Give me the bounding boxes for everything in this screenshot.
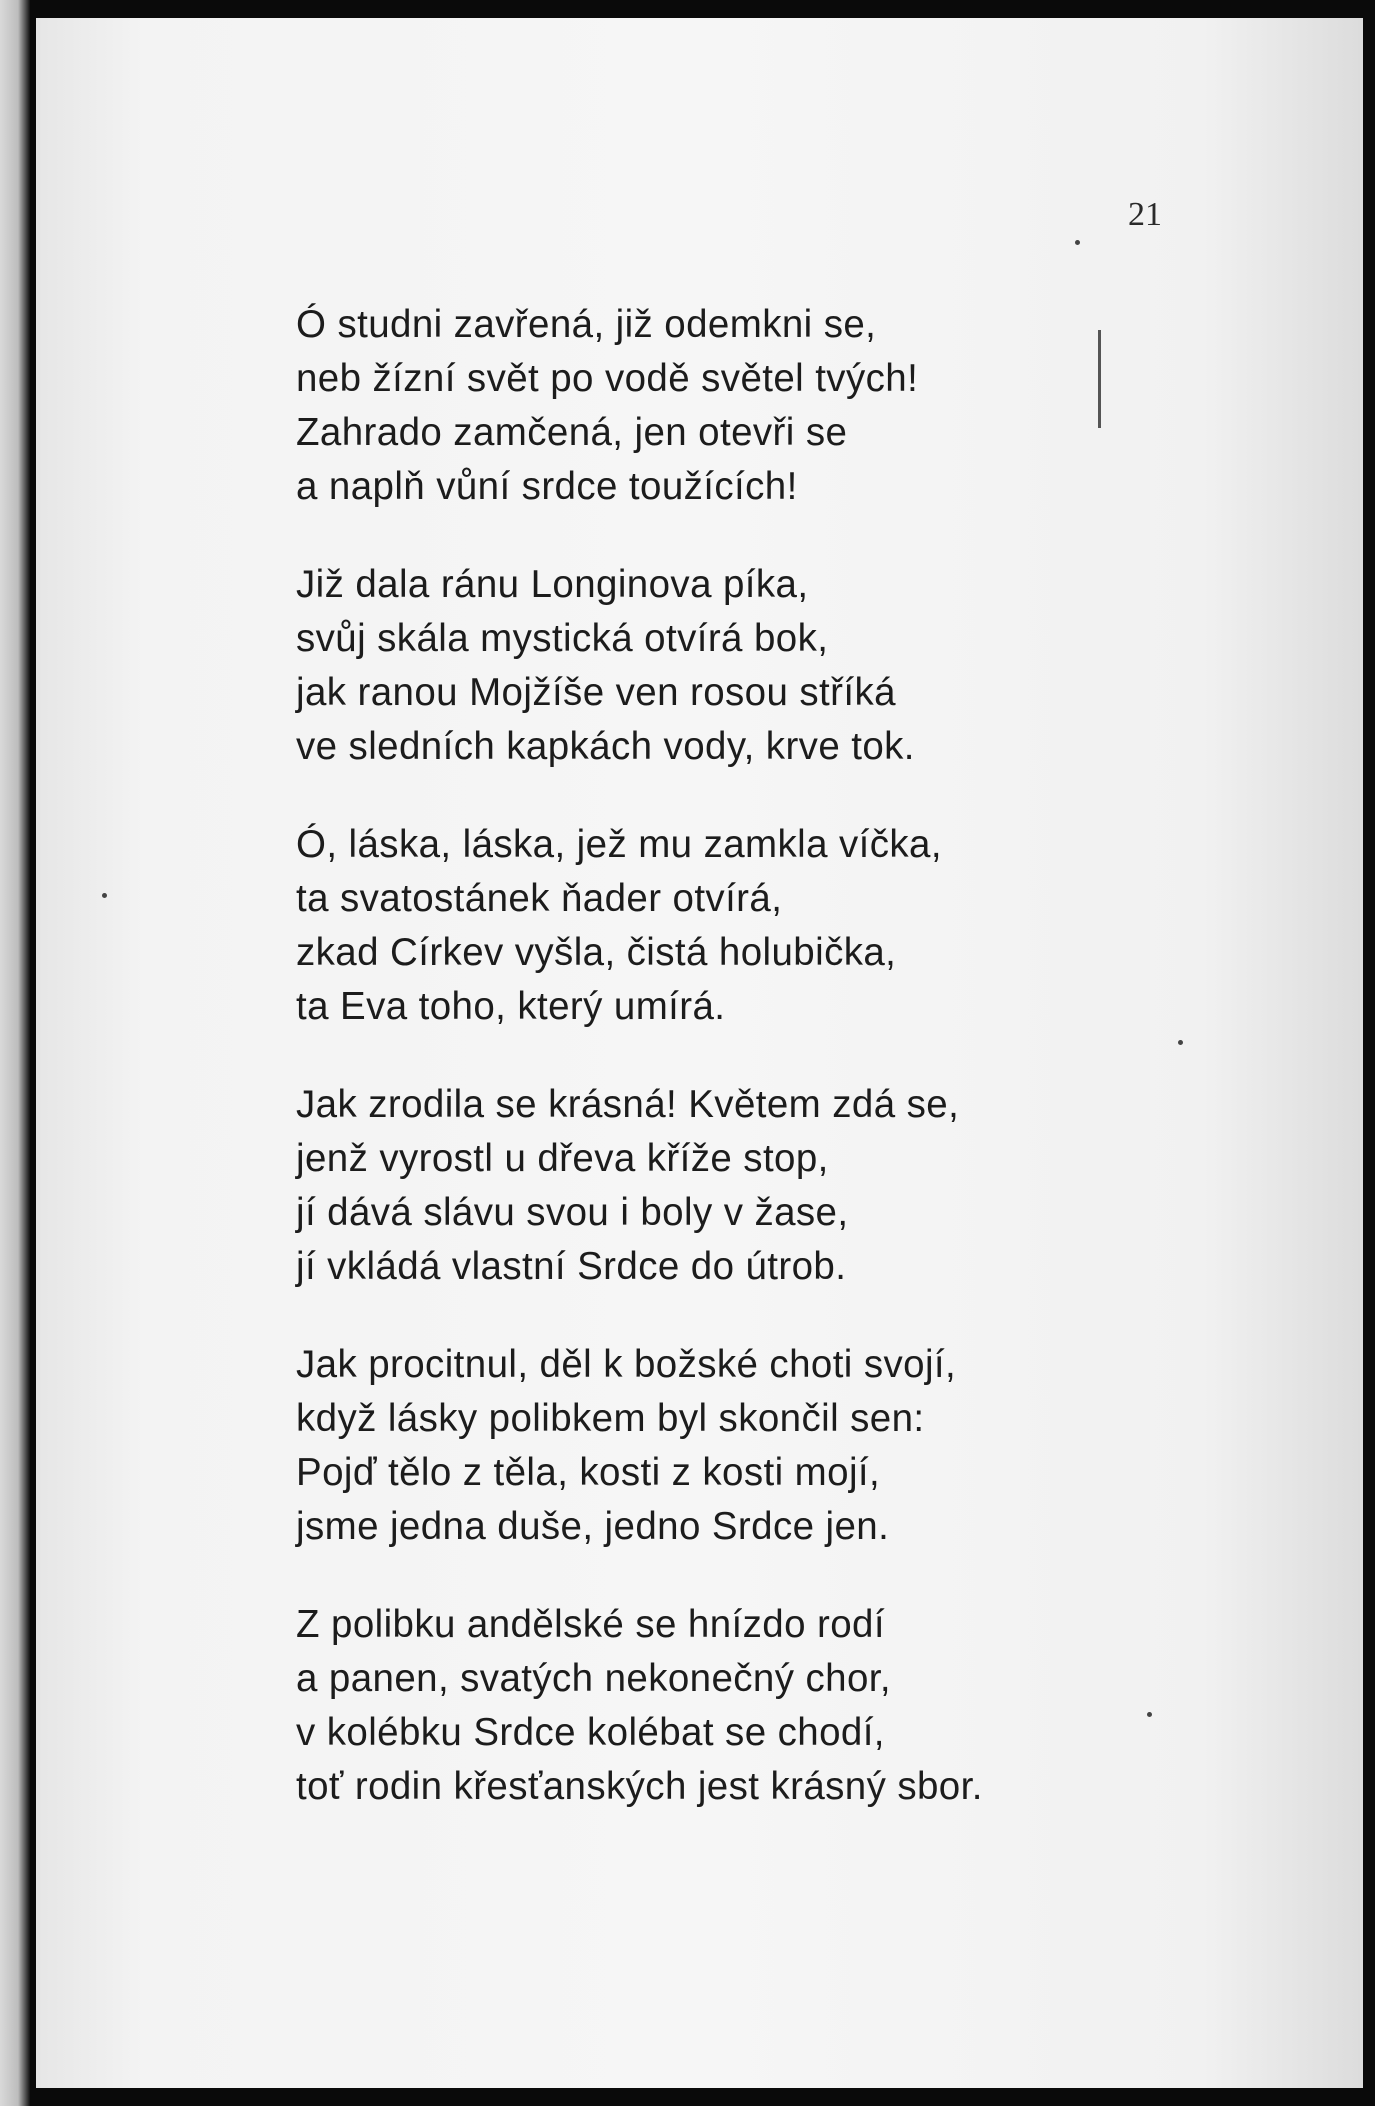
- verse-line: jí dává slávu svou i boly v žase,: [296, 1191, 849, 1234]
- verse-line: ta Eva toho, který umírá.: [296, 985, 726, 1028]
- verse-line: Zahrado zamčená, jen otevři se: [296, 411, 848, 454]
- verse-line: jak ranou Mojžíše ven rosou stříká: [296, 671, 896, 714]
- verse-line: Pojď tělo z těla, kosti z kosti mojí,: [296, 1451, 881, 1494]
- facing-page-edge: [0, 0, 30, 2106]
- stanza: [296, 298, 983, 514]
- verse-line: Jak procitnul, děl k božské choti svojí,: [296, 1343, 957, 1386]
- verse-line: Ó studni zavřená, již odemkni se,: [296, 303, 877, 346]
- stanza: [296, 1338, 983, 1554]
- verse-line: zkad Církev vyšla, čistá holubička,: [296, 931, 897, 974]
- scan-speck: [1178, 1040, 1183, 1045]
- stanza: [296, 1078, 983, 1294]
- verse-line: jsme jedna duše, jedno Srdce jen.: [296, 1505, 890, 1548]
- verse-line: a naplň vůní srdce toužících!: [296, 465, 798, 508]
- scan-speck: [102, 893, 107, 898]
- verse-line: neb žízní svět po vodě světel tvých!: [296, 357, 919, 400]
- verse-line: svůj skála mystická otvírá bok,: [296, 617, 829, 660]
- verse-line: v kolébku Srdce kolébat se chodí,: [296, 1711, 885, 1754]
- stanza: [296, 558, 983, 774]
- verse-line: jí vkládá vlastní Srdce do útrob.: [296, 1245, 847, 1288]
- verse-line: když lásky polibkem byl skončil sen:: [296, 1397, 925, 1440]
- verse-line: Již dala ránu Longinova píka,: [296, 563, 809, 606]
- scan-mark: [1098, 330, 1101, 428]
- verse-line: a panen, svatých nekonečný chor,: [296, 1657, 891, 1700]
- verse-line: toť rodin křesťanských jest krásný sbor.: [296, 1765, 983, 1808]
- stanza: [296, 818, 983, 1034]
- scan-speck: [1075, 240, 1080, 245]
- verse-line: Z polibku andělské se hnízdo rodí: [296, 1603, 885, 1646]
- verse-line: jenž vyrostl u dřeva kříže stop,: [296, 1137, 829, 1180]
- verse-line: ve sledních kapkách vody, krve tok.: [296, 725, 915, 768]
- stanza: [296, 1598, 983, 1814]
- page-number: 21: [1128, 196, 1162, 233]
- verse-line: Ó, láska, láska, jež mu zamkla víčka,: [296, 823, 942, 866]
- scan-speck: [1147, 1712, 1152, 1717]
- poem: [296, 298, 983, 1858]
- verse-line: Jak zrodila se krásná! Květem zdá se,: [296, 1083, 960, 1126]
- verse-line: ta svatostánek ňader otvírá,: [296, 877, 783, 920]
